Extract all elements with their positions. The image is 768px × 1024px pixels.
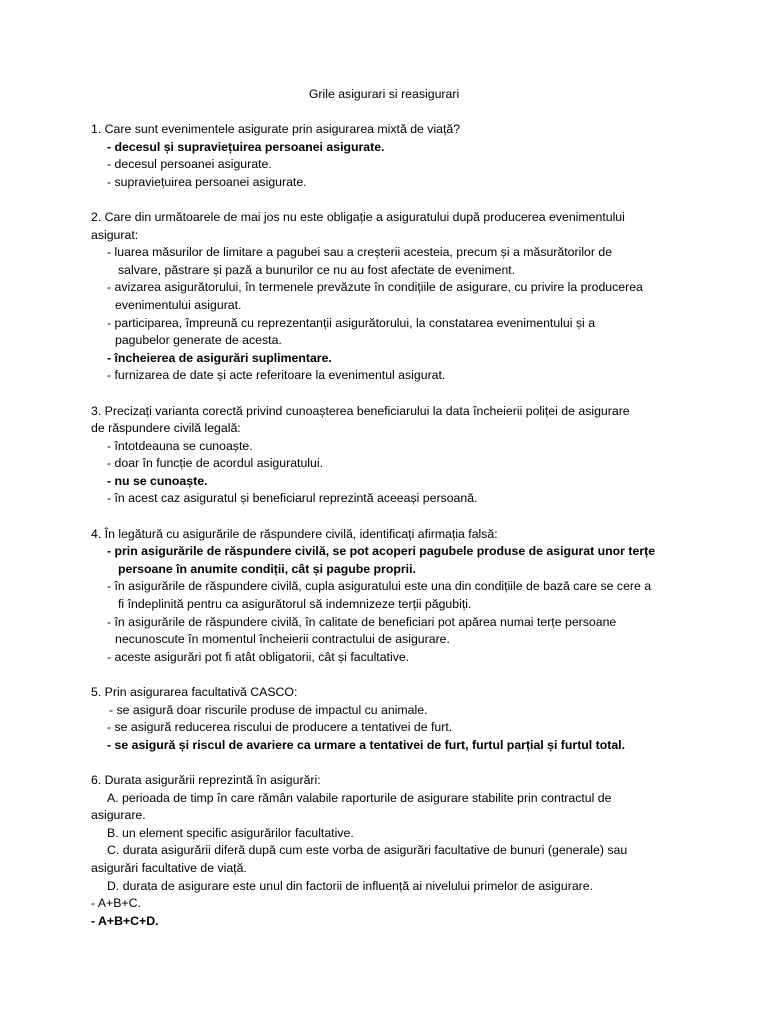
answer-option-continued: fi îndeplinită pentru ca asigurătorul să indemnizeze terții păgubiți. bbox=[118, 597, 472, 612]
answer-option-correct: - A+B+C+D. bbox=[91, 913, 159, 928]
answer-option: - A+B+C. bbox=[91, 896, 141, 911]
answer-option: - avizarea asigurătorului, în termenele prevăzute în condițiile de asigurare, cu privire la producerea bbox=[107, 280, 643, 295]
answer-option: - supraviețuirea persoanei asigurate. bbox=[107, 174, 307, 189]
answer-option: - întotdeauna se cunoaște. bbox=[107, 438, 253, 453]
question-text: 5. Prin asigurarea facultativă CASCO: bbox=[91, 685, 298, 699]
answer-option: - aceste asigurări pot fi atât obligatorii, cât și facultative. bbox=[107, 649, 410, 664]
answer-option-correct: - încheierea de asigurări suplimentare. bbox=[107, 350, 332, 365]
statement-d: D. durata de asigurare este unul din factorii de influență ai nivelului primelor de asigurare. bbox=[107, 878, 594, 893]
answer-option: - se asigură doar riscurile produse de impactul cu animale. bbox=[109, 702, 428, 717]
question-text: 6. Durata asigurării reprezintă în asigurări: bbox=[91, 772, 321, 787]
answer-option-continued: salvare, păstrare și pază a bunurilor ce nu au fost afectate de eveniment. bbox=[118, 262, 516, 277]
answer-option: - în acest caz asiguratul și beneficiarul reprezintă aceeași persoană. bbox=[107, 491, 478, 506]
document-title: Grile asigurari si reasigurari bbox=[308, 87, 460, 101]
answer-option: - furnizarea de date și acte referitoare la evenimentul asigurat. bbox=[107, 368, 446, 383]
question-text: 3. Precizați varianta corectă privind cunoașterea beneficiarului la data încheierii poliței de asigurare bbox=[91, 403, 630, 418]
statement-b: B. un element specific asigurărilor facultative. bbox=[107, 825, 354, 840]
answer-option-correct: - decesul și supraviețuirea persoanei asigurate. bbox=[107, 139, 385, 154]
answer-option-correct: - se asigură și riscul de avariere ca urmare a tentativei de furt, furtul parțial și furtul total. bbox=[107, 737, 626, 752]
statement-a: A. perioada de timp în care rămân valabile raporturile de asigurare stabilite prin contractul de bbox=[107, 790, 612, 805]
question-text-continued: asigurat: bbox=[91, 227, 139, 242]
statement-a-continued: asigurare. bbox=[91, 808, 146, 823]
document-body bbox=[91, 121, 691, 948]
answer-option-continued: pagubelor generate de acesta. bbox=[115, 333, 282, 348]
question-text: 2. Care din următoarele de mai jos nu este obligație a asiguratului după producerea evenimentului bbox=[91, 209, 625, 224]
answer-option: - participarea, împreună cu reprezentanții asigurătorului, la constatarea evenimentului și a bbox=[107, 315, 596, 330]
question-6 bbox=[91, 772, 691, 930]
question-1 bbox=[91, 121, 691, 191]
question-2 bbox=[91, 209, 691, 385]
statement-c-continued: asigurări facultative de viață. bbox=[91, 860, 247, 875]
question-text: 4. În legătură cu asigurările de răspundere civilă, identificați afirmația falsă: bbox=[91, 526, 498, 541]
answer-option-correct: - nu se cunoaște. bbox=[107, 473, 208, 488]
answer-option: - doar în funcție de acordul asiguratului. bbox=[107, 456, 324, 471]
answer-option-correct-continued: persoane în anumite condiții, cât și pagube proprii. bbox=[118, 561, 416, 576]
answer-option: - în asigurările de răspundere civilă, în calitate de beneficiari pot apărea numai terțe persoane bbox=[107, 614, 617, 629]
question-3 bbox=[91, 403, 691, 509]
statement-c: C. durata asigurării diferă după cum este vorba de asigurări facultative de bunuri (generale) sau bbox=[107, 843, 628, 858]
answer-option: - se asigură reducerea riscului de producere a tentativei de furt. bbox=[107, 720, 453, 735]
answer-option: - luarea măsurilor de limitare a pagubei sau a creșterii acesteia, precum și a măsurătorilor de bbox=[107, 245, 613, 260]
answer-option: - în asigurările de răspundere civilă, cupla asiguratului este una din condițiile de bază care se cere a bbox=[107, 579, 652, 594]
question-5 bbox=[91, 684, 691, 754]
answer-option-correct: - prin asigurările de răspundere civilă, se pot acoperi pagubele produse de asigurat unor terțe bbox=[107, 544, 656, 559]
answer-option-continued: evenimentului asigurat. bbox=[115, 297, 242, 312]
answer-option: - decesul persoanei asigurate. bbox=[107, 157, 272, 172]
question-text: 1. Care sunt evenimentele asigurate prin asigurarea mixtă de viață? bbox=[91, 122, 461, 136]
question-text-continued: de răspundere civilă legală: bbox=[91, 421, 241, 436]
answer-option-continued: necunoscute în momentul încheierii contractului de asigurare. bbox=[115, 632, 450, 647]
question-4 bbox=[91, 526, 691, 667]
